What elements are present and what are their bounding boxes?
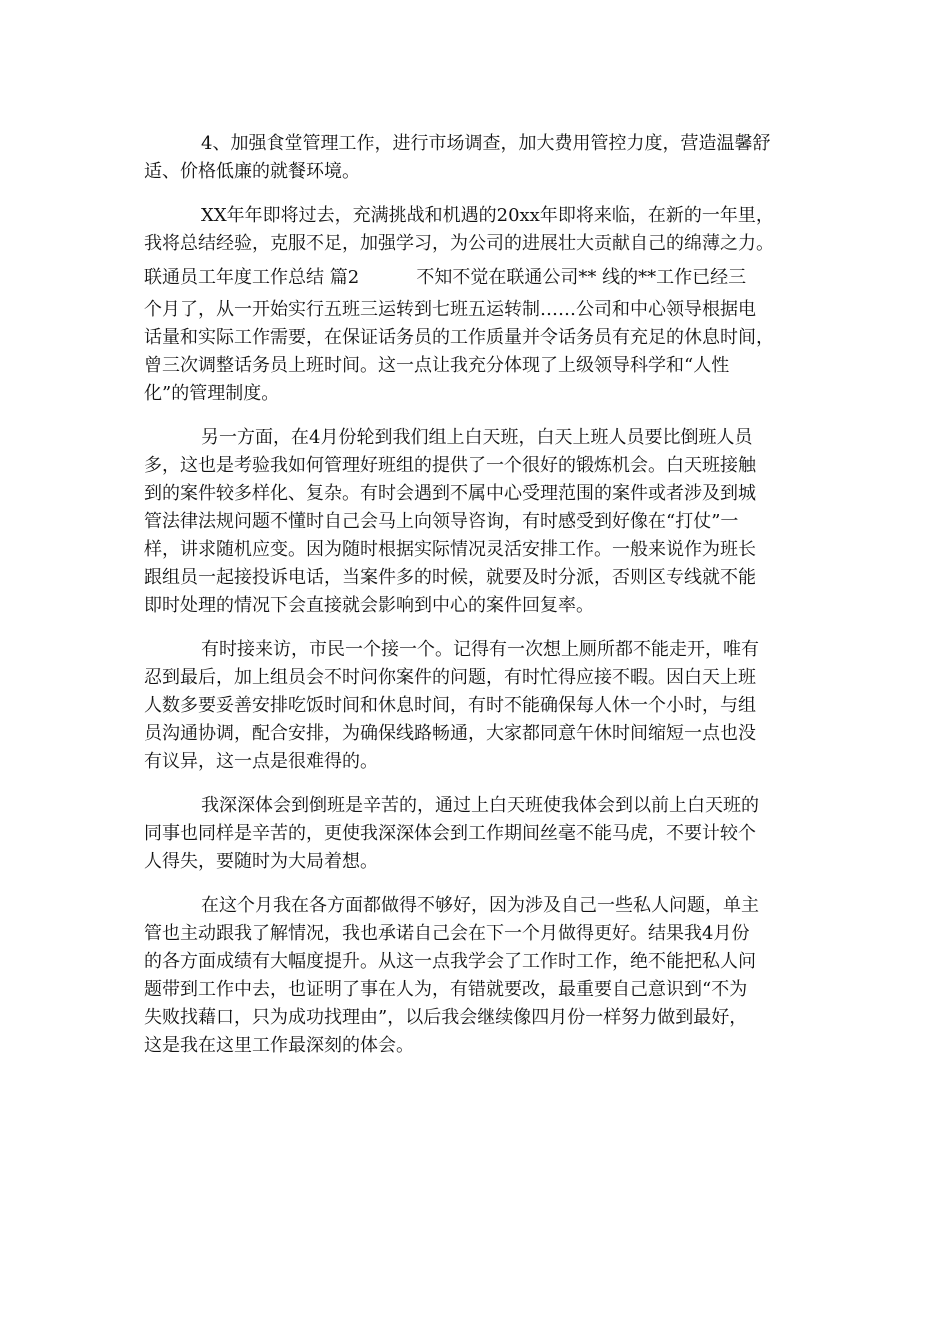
- text-line: 忍到最后，加上组员会不时问你案件的问题，有时忙得应接不暇。因白天上班: [144, 667, 756, 688]
- text-line: 跟组员一起接投诉电话，当案件多的时候，就要及时分派，否则区专线就不能: [144, 567, 756, 588]
- text-line: 话量和实际工作需要，在保证话务员的工作质量并令话务员有充足的休息时间，: [144, 327, 774, 348]
- text-line: 多，这也是考验我如何管理好班组的提供了一个很好的锻炼机会。白天班接触: [144, 455, 756, 476]
- text-line: 样，讲求随机应变。因为随时根据实际情况灵活安排工作。一般来说作为班长: [144, 539, 756, 560]
- text-line: 同事也同样是辛苦的，更使我深深体会到工作期间丝毫不能马虎，不要计较个: [144, 823, 756, 844]
- text-line: 管也主动跟我了解情况，我也承诺自己会在下一个月做得更好。结果我4月份: [144, 923, 750, 944]
- text-line: 有议异，这一点是很难得的。: [144, 751, 378, 772]
- text-line: 这是我在这里工作最深刻的体会。: [144, 1035, 414, 1056]
- text-line: 到的案件较多样化、复杂。有时会遇到不属中心受理范围的案件或者涉及到城: [144, 483, 756, 504]
- text-line: 适、价格低廉的就餐环境。: [144, 161, 360, 182]
- text-line: 题带到工作中去，也证明了事在人为，有错就要改，最重要自己意识到“不为: [144, 979, 748, 1000]
- text-line: 有时接来访，市民一个接一个。记得有一次想上厕所都不能走开，唯有: [201, 639, 759, 660]
- text-line: 即时处理的情况下会直接就会影响到中心的案件回复率。: [144, 595, 594, 616]
- text-line: 在这个月我在各方面都做得不够好，因为涉及自己一些私人问题，单主: [201, 895, 759, 916]
- text-line: 管法律法规问题不懂时自己会马上向领导咨询，有时感受到好像在“打仗”一: [144, 511, 739, 532]
- text-line: XX年年即将过去，充满挑战和机遇的20xx年即将来临，在新的一年里，: [201, 205, 774, 226]
- text-line: 4、加强食堂管理工作，进行市场调查，加大费用管控力度，营造温馨舒: [201, 133, 771, 154]
- text-line: 曾三次调整话务员上班时间。这一点让我充分体现了上级领导科学和“人性: [144, 355, 730, 376]
- text-line: 员沟通协调，配合安排，为确保线路畅通，大家都同意午休时间缩短一点也没: [144, 723, 756, 744]
- text-line: 失败找藉口，只为成功找理由”，以后我会继续像四月份一样努力做到最好，: [144, 1007, 748, 1028]
- text-line: 联通员工年度工作总结 篇2 不知不觉在联通公司** 线的**工作已经三: [144, 267, 747, 288]
- text-line: 我将总结经验，克服不足，加强学习，为公司的进展壮大贡献自己的绵薄之力。: [144, 233, 774, 254]
- text-line: 另一方面，在4月份轮到我们组上白天班，白天上班人员要比倒班人员: [201, 427, 753, 448]
- text-line: 人得失，要随时为大局着想。: [144, 851, 378, 872]
- text-line: 人数多要妥善安排吃饭时间和休息时间，有时不能确保每人休一个小时，与组: [144, 695, 756, 716]
- text-line: 个月了，从一开始实行五班三运转到七班五运转制……公司和中心领导根据电: [144, 299, 756, 320]
- text-line: 我深深体会到倒班是辛苦的，通过上白天班使我体会到以前上白天班的: [201, 795, 759, 816]
- text-line: 的各方面成绩有大幅度提升。从这一点我学会了工作时工作，绝不能把私人问: [144, 951, 756, 972]
- text-line: 化”的管理制度。: [144, 383, 280, 404]
